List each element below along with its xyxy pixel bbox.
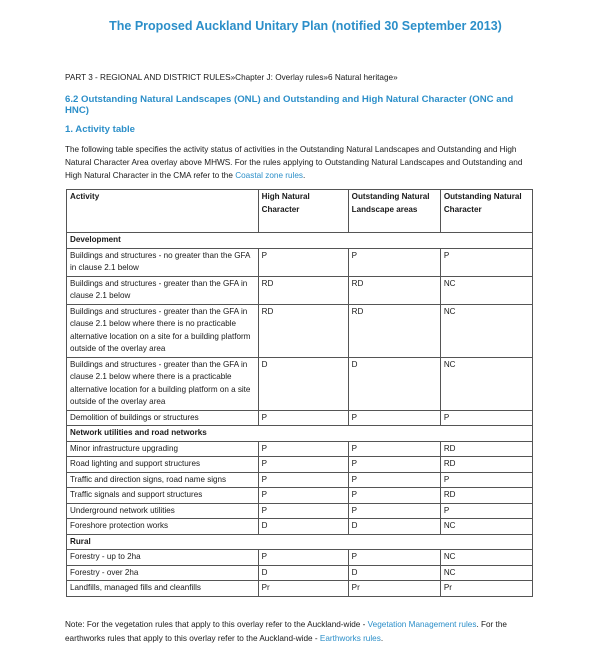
- status-cell: D: [348, 357, 440, 410]
- note-paragraph: [65, 618, 540, 646]
- activity-table: [66, 189, 533, 597]
- status-cell: RD: [440, 441, 532, 457]
- status-cell: P: [258, 457, 348, 473]
- table-row: [67, 519, 533, 535]
- status-cell: NC: [440, 304, 532, 357]
- note-text-2: . For the earthworks rules that apply to this overlay refer to the Auckland-wide -: [65, 620, 507, 643]
- table-group-row: [67, 426, 533, 442]
- status-cell: NC: [440, 357, 532, 410]
- coastal-zone-rules-link[interactable]: Coastal zone rules: [235, 171, 304, 180]
- activity-cell: Forestry - over 2ha: [67, 565, 259, 581]
- table-row: [67, 581, 533, 597]
- status-cell: Pr: [258, 581, 348, 597]
- status-cell: P: [440, 503, 532, 519]
- activity-cell: Buildings and structures - greater than the GFA in clause 2.1 below where there is a practicable alternative location for a building platform on a site outside of the overlay area: [67, 357, 259, 410]
- status-cell: D: [258, 357, 348, 410]
- activity-cell: Buildings and structures - greater than the GFA in clause 2.1 below where there is no practicable alternative location on a site for a building platform outside of the overlay area: [67, 304, 259, 357]
- status-cell: D: [258, 565, 348, 581]
- status-cell: P: [348, 488, 440, 504]
- table-group-row: [67, 534, 533, 550]
- activity-cell: Buildings and structures - no greater than the GFA in clause 2.1 below: [67, 248, 259, 276]
- status-cell: NC: [440, 519, 532, 535]
- status-cell: RD: [258, 276, 348, 304]
- table-row: [67, 276, 533, 304]
- status-cell: P: [258, 248, 348, 276]
- status-cell: P: [258, 550, 348, 566]
- activity-cell: Road lighting and support structures: [67, 457, 259, 473]
- group-heading: Development: [67, 233, 533, 249]
- status-cell: P: [348, 441, 440, 457]
- status-cell: RD: [348, 276, 440, 304]
- group-heading: Network utilities and road networks: [67, 426, 533, 442]
- status-cell: NC: [440, 550, 532, 566]
- status-cell: P: [348, 410, 440, 426]
- status-cell: P: [348, 472, 440, 488]
- status-cell: RD: [348, 304, 440, 357]
- subsection-title: 1. Activity table: [65, 124, 136, 135]
- activity-cell: Landfills, managed fills and cleanfills: [67, 581, 259, 597]
- status-cell: RD: [258, 304, 348, 357]
- status-cell: P: [258, 410, 348, 426]
- section-title: 6.2 Outstanding Natural Landscapes (ONL) and Outstanding and High Natural Character (ONC and HNC): [65, 94, 514, 116]
- activity-cell: Traffic signals and support structures: [67, 488, 259, 504]
- table-row: [67, 357, 533, 410]
- status-cell: RD: [440, 488, 532, 504]
- status-cell: D: [348, 565, 440, 581]
- note-text-1: Note: For the vegetation rules that apply to this overlay refer to the Auckland-wide -: [65, 620, 366, 629]
- table-group-row: [67, 233, 533, 249]
- status-cell: D: [348, 519, 440, 535]
- status-cell: P: [258, 503, 348, 519]
- header-outstanding-natural-landscape: Outstanding Natural Landscape areas: [348, 190, 440, 233]
- activity-cell: Foreshore protection works: [67, 519, 259, 535]
- status-cell: Pr: [348, 581, 440, 597]
- breadcrumb: PART 3 - REGIONAL AND DISTRICT RULES»Chapter J: Overlay rules»6 Natural heritage»: [65, 73, 398, 82]
- status-cell: P: [440, 410, 532, 426]
- status-cell: P: [348, 550, 440, 566]
- status-cell: P: [440, 472, 532, 488]
- intro-end: .: [303, 171, 306, 180]
- table-row: [67, 565, 533, 581]
- intro-paragraph: [65, 143, 540, 182]
- activity-cell: Forestry - up to 2ha: [67, 550, 259, 566]
- table-row: [67, 488, 533, 504]
- status-cell: NC: [440, 276, 532, 304]
- status-cell: P: [440, 248, 532, 276]
- table-row: [67, 472, 533, 488]
- table-header-row: [67, 190, 533, 233]
- table-body: [67, 233, 533, 597]
- table-row: [67, 304, 533, 357]
- activity-cell: Traffic and direction signs, road name signs: [67, 472, 259, 488]
- activity-cell: Buildings and structures - greater than the GFA in clause 2.1 below: [67, 276, 259, 304]
- table-row: [67, 457, 533, 473]
- header-outstanding-natural-character: Outstanding Natural Character: [440, 190, 532, 233]
- table-row: [67, 550, 533, 566]
- status-cell: P: [348, 503, 440, 519]
- status-cell: RD: [440, 457, 532, 473]
- header-high-natural-character: High Natural Character: [258, 190, 348, 233]
- vegetation-management-rules-link[interactable]: Vegetation Management rules: [367, 620, 477, 629]
- earthworks-rules-link[interactable]: Earthworks rules: [319, 634, 381, 643]
- table-row: [67, 503, 533, 519]
- note-text-3: .: [380, 634, 384, 643]
- intro-text: The following table specifies the activity status of activities in the Outstanding Natural Landscapes and Outstanding and High Natural Character Area overlay above MHWS. For the rules applying to Outstanding Natural Landscapes and Outstanding and High Natural Character in the CMA refer to the: [65, 145, 523, 180]
- activity-cell: Underground network utilities: [67, 503, 259, 519]
- status-cell: NC: [440, 565, 532, 581]
- activity-cell: Demolition of buildings or structures: [67, 410, 259, 426]
- status-cell: P: [258, 441, 348, 457]
- header-activity: Activity: [67, 190, 259, 233]
- table-row: [67, 441, 533, 457]
- status-cell: Pr: [440, 581, 532, 597]
- status-cell: P: [348, 248, 440, 276]
- activity-cell: Minor infrastructure upgrading: [67, 441, 259, 457]
- status-cell: P: [258, 488, 348, 504]
- status-cell: P: [348, 457, 440, 473]
- status-cell: D: [258, 519, 348, 535]
- group-heading: Rural: [67, 534, 533, 550]
- table-row: [67, 410, 533, 426]
- table-row: [67, 248, 533, 276]
- document-title: The Proposed Auckland Unitary Plan (notified 30 September 2013): [109, 19, 502, 33]
- status-cell: P: [258, 472, 348, 488]
